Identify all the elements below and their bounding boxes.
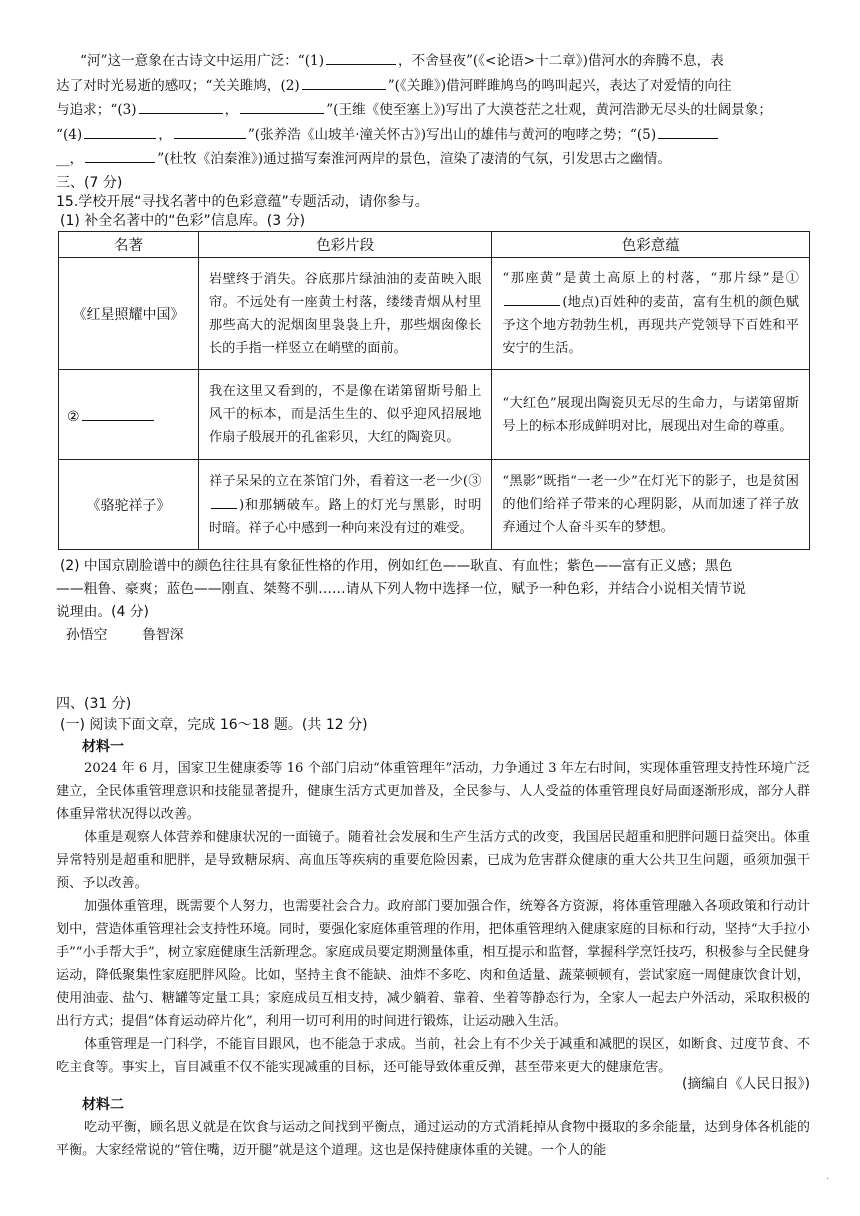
material-1-title: 材料一 (82, 739, 124, 755)
color-meaning: “大红色”展现出陶瓷贝无尽的生命力，与诺第留斯号上的标本形成鲜明对比，展现出对生命的尊重。 (502, 395, 799, 434)
color-meaning-cell (492, 460, 810, 550)
q14-line-2 (56, 74, 810, 99)
table-header-row (59, 232, 810, 258)
color-fragment-cell (198, 370, 491, 460)
q14-text: 与追求；“(3) (56, 102, 137, 118)
material-1-para: 体重管理是一门科学，不能盲目跟风，也不能急于求成。当前，社会上有不少关于减重和减肥的误区，如断食、过度节食、不吃主食等。事实上，盲目减重不仅不能实现减重的目标，还可能导致体重反弹，甚至带来更大的健康危害。 (56, 1037, 810, 1075)
material-1-body (56, 757, 810, 1079)
color-meaning: “黑影”既指“一老一少”在灯光下的影子，也是贫困的他们给祥子带来的心理阴影，从而加速了祥子放弃通过个人奋斗买车的梦想。 (502, 474, 799, 535)
blank-table-2[interactable] (82, 405, 154, 421)
sub-2-line-2: ——粗鲁、豪爽；蓝色——刚直、桀骜不驯……请从下列人物中选择一位，赋予一种色彩，并结合小说相关情节说 (56, 581, 746, 597)
q14-fill-in (56, 49, 810, 172)
blank-4b[interactable] (174, 123, 246, 139)
material-1-para: 加强体重管理，既需要个人努力，也需要社会合力。政府部门要加强合作，统筹各方资源，将体重管理融入各项政策和行动计划中，营造体重管理社会支持性环境。同时，要强化家庭体重管理的作用，把体重管理纳入健康家庭的目标和行动，坚持“大手拉小手”“小手帮大手”，树立家庭健康生活新理念。家庭成员要定期测量体重，相互提示和监督，掌握科学烹饪技巧，积极参与全民健身运动，降低聚集性家庭肥胖风险。比如，坚持主食不能缺、油炸不多吃、肉和鱼适量、蔬菜顿顿有，尝试家庭一周健康饮食计划，使用油壶、盐勺、糖罐等定量工具；家庭成员互相支持，减少躺着、靠着、坐着等静态行为，全家人一起去户外活动，采取积极的出行方式；提倡“体育运动碎片化”，利用一切可利用的时间进行锻炼，让运动融入生活。 (56, 899, 810, 1029)
blank-3b[interactable] (240, 98, 324, 114)
color-fragment: 岩壁终于消失。谷底那片绿油油的麦苗映入眼帘。不远处有一座黄土村落，缕缕青烟从村里那些高大的泥烟囱里袅袅上升，那些烟囱像长长的手指一样竖立在峭壁的面前。 (208, 271, 482, 356)
q14-text: 达了对时光易逝的感叹；“关关雎鸠，(2) (56, 77, 300, 94)
q14-text: ”(杜牧《泊秦淮》)通过描写秦淮河两岸的景色，渲染了凄清的气氛，引发思古之幽情。 (157, 151, 671, 167)
color-fragment-cell (198, 258, 491, 370)
table-header: 色彩意蕴 (492, 232, 810, 258)
q14-line-3 (56, 98, 810, 123)
option-lu-zhishen: 鲁智深 (142, 627, 184, 643)
material-2-title: 材料二 (82, 1097, 124, 1113)
color-info-table (58, 231, 810, 550)
blank-2[interactable] (302, 74, 386, 90)
color-fragment-cell (198, 460, 491, 550)
blank-3a[interactable] (139, 98, 223, 114)
blank-table-1[interactable] (504, 290, 560, 306)
q14-text: “(4) (56, 126, 83, 143)
material-2-para: 吃动平衡，顾名思义就是在饮食与运动之间找到平衡点，通过运动的方式消耗掉从食物中摄取的多余能量，达到身体各机能的平衡。大家经常说的“管住嘴，迈开腿”就是这个道理。这也是保持健康体重的关键。一个人的能 (56, 1120, 810, 1158)
book-name: 《红星照耀中国》 (59, 258, 199, 370)
q14-text: ”(张养浩《山坡羊·潼关怀古》)写出山的雄伟与黄河的咆哮之势；“(5) (247, 126, 657, 143)
q14-text: ，不舍昼夜”(《<论语>十二章》)借河水的奔腾不息，表 (398, 53, 724, 69)
blank-5a[interactable] (658, 123, 718, 139)
meaning-text: “那座黄”是黄土高原上的村落，“那片绿”是① (502, 271, 799, 286)
book-name: 《骆驼祥子》 (59, 460, 199, 550)
table-row (59, 370, 810, 460)
blank-marker: ② (67, 408, 80, 425)
question-15: 15.学校开展“寻找名著中的色彩意蕴”专题活动，请你参与。 (56, 194, 429, 210)
color-fragment: 我在这里又看到的，不是像在诺第留斯号船上风干的标本，而是活生生的、似乎迎风招展地作扇子般展开的孔雀彩贝，大红的陶瓷贝。 (208, 384, 482, 445)
q14-text: ”(《关雎》)借河畔雎鸠鸟的鸣叫起兴，表达了对爱情的向往 (387, 77, 732, 94)
material-1-para: 2024 年 6 月，国家卫生健康委等 16 个部门启动“体重管理年”活动，力争通过 3 年左右时间，实现体重管理支持性环境广泛建立，全民体重管理意识和技能显著提升，健康生活方式更加普及，全民参与、人人受益的体重管理良好局面逐渐形成，部分人群体重异常状况得以改善。 (56, 761, 810, 822)
section-4-heading: 四、(31 分) (56, 696, 132, 712)
blank-4a[interactable] (84, 123, 156, 139)
material-1-para: 体重是观察人体营养和健康状况的一面镜子。随着社会发展和生产生活方式的改变，我国居民超重和肥胖问题日益突出。体重异常特别是超重和肥胖，是导致糖尿病、高血压等疾病的重要危险因素，已成为危害群众健康的重大公共卫生问题，亟须加强干预、予以改善。 (56, 830, 810, 891)
q14-text: ， (224, 102, 239, 118)
q14-line-5 (56, 147, 810, 172)
reading-part-1: (一) 阅读下面文章，完成 16～18 题。(共 12 分) (60, 717, 368, 733)
color-meaning (492, 263, 809, 364)
sub-2-line-1: (2) 中国京剧脸谱中的颜色往往具有象征性格的作用，例如红色——耿直、有血性；紫色——富有正义感；黑色 (60, 558, 733, 574)
color-meaning-cell (492, 370, 810, 460)
sub-2-line-3: 说理由。(4 分) (56, 604, 149, 620)
table-header: 名著 (59, 232, 199, 258)
book-name-cell (59, 370, 199, 460)
option-sun-wukong: 孙悟空 (66, 627, 108, 643)
blank-table-3[interactable] (211, 493, 237, 509)
question-15-sub-2 (56, 555, 812, 647)
q14-text: “河”这一意象在古诗文中运用广泛：“(1) (80, 53, 325, 69)
table-header: 色彩片段 (198, 232, 491, 258)
fragment-text: 祥子呆呆的立在茶馆门外，看着这一老一少(③ (208, 473, 482, 489)
blank-5b[interactable] (85, 147, 155, 163)
character-options (56, 624, 812, 647)
material-1-source: (摘编自《人民日报》) (681, 1076, 810, 1092)
q14-text: __， (56, 151, 84, 167)
color-meaning-cell (492, 258, 810, 370)
section-3-heading: 三、(7 分) (56, 175, 123, 191)
fragment-text: )和那辆破车。路上的灯光与黑影，时明时暗。祥子心中感到一种向来没有过的难受。 (208, 497, 482, 536)
color-fragment (199, 466, 491, 544)
blank-1[interactable] (326, 49, 396, 65)
q14-text: ”(王维《使至塞上》)写出了大漠苍茫之壮观，黄河浩渺无尽头的壮阔景象； (326, 102, 772, 118)
table-row (59, 258, 810, 370)
q14-line-4 (56, 123, 810, 148)
q14-text: ， (158, 126, 172, 143)
q14-line-1 (56, 49, 810, 74)
question-15-sub-1: (1) 补全名著中的“色彩”信息库。(3 分) (60, 213, 306, 229)
scan-mark: · (826, 1174, 830, 1185)
table-row (59, 460, 810, 550)
meaning-text: (地点)百姓种的麦苗，富有生机的颜色赋予这个地方勃勃生机，再现共产党领导下百姓和平安宁的生活。 (502, 295, 799, 356)
material-2-body (56, 1116, 810, 1186)
